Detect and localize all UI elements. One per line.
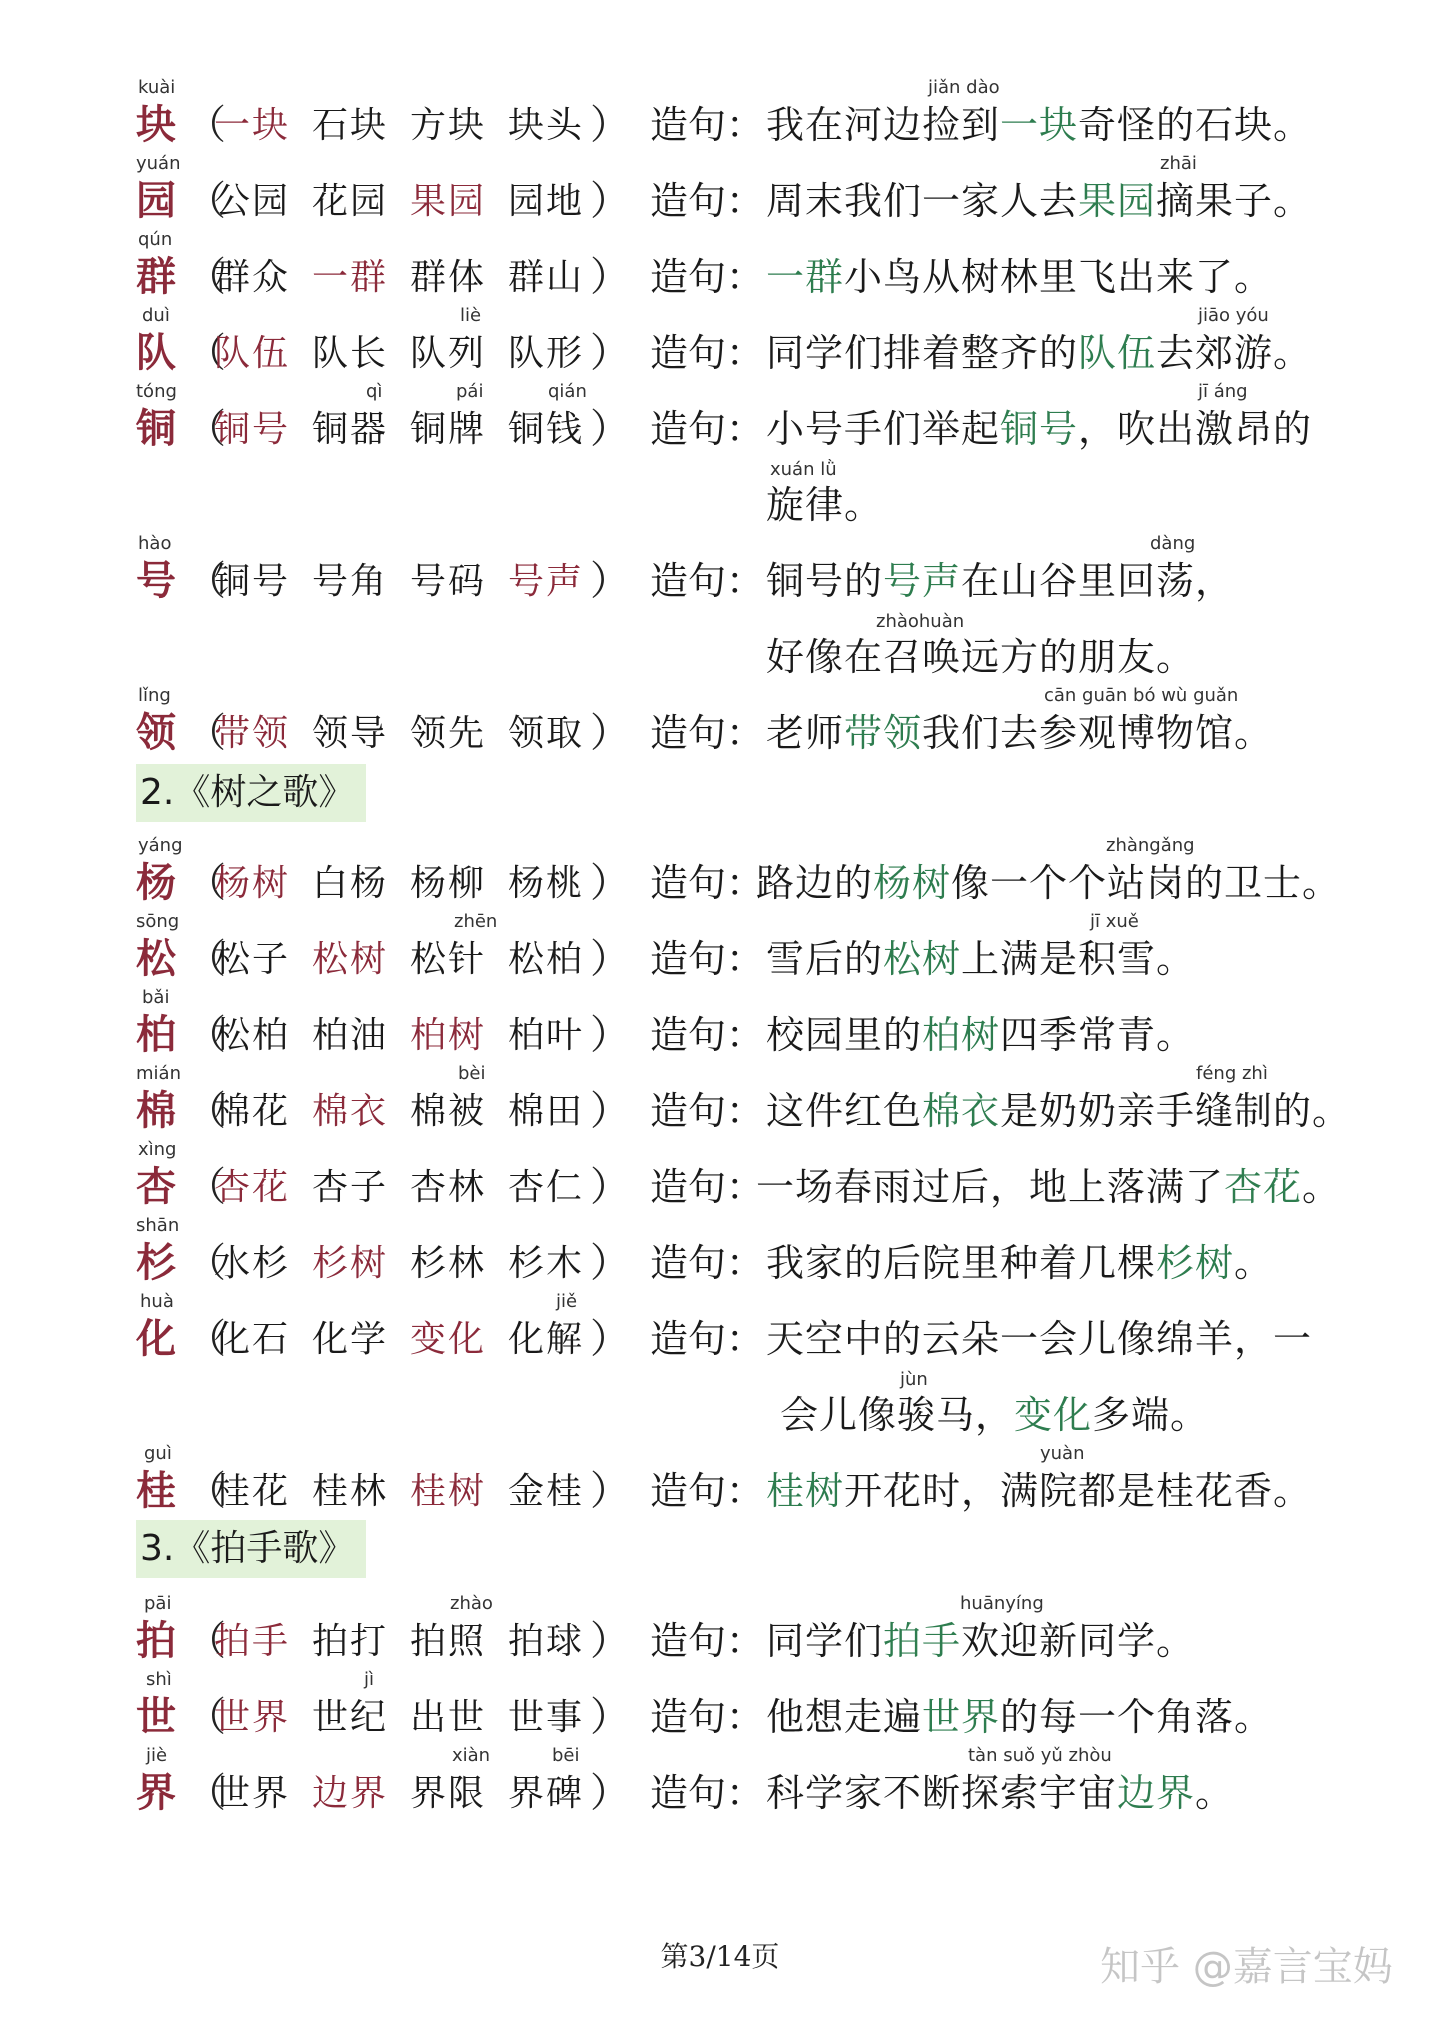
sentence-part: 像一个个站岗的卫士。 — [951, 861, 1342, 905]
sentence-highlight: 松树 — [883, 937, 962, 981]
sentence-part: 在山谷里回荡， — [961, 559, 1235, 603]
close-paren: ） — [590, 1088, 630, 1134]
word-2: 松树 — [312, 939, 389, 980]
sentence-part: 的每一个角落。 — [1000, 1695, 1274, 1739]
char-pinyin: xìng — [138, 1139, 177, 1160]
char-pinyin: yáng — [138, 835, 183, 856]
word-4: 杉木 — [508, 1243, 585, 1284]
open-paren: （ — [186, 860, 226, 906]
word-3: 群体 — [410, 257, 487, 298]
word-1: 群众 — [214, 257, 291, 298]
sentence-annotation: dàng — [1150, 533, 1196, 554]
word-1: 带领 — [214, 713, 291, 754]
sentence-highlight: 边界 — [1117, 1771, 1196, 1815]
sentence-annotation: féng zhì — [1196, 1063, 1268, 1084]
sentence-annotation: xuán lǜ — [770, 459, 837, 480]
word-2: 铜器 — [312, 409, 389, 450]
word-2: 棉衣 — [312, 1091, 389, 1132]
word-4: 号声 — [508, 561, 585, 602]
close-paren: ） — [590, 1012, 630, 1058]
word-2: 领导 — [312, 713, 389, 754]
entry-char: 群 — [136, 253, 176, 300]
char-pinyin: jiè — [146, 1745, 168, 1766]
entry-row — [0, 154, 1440, 230]
word-2: 边界 — [312, 1773, 389, 1814]
entry-row — [0, 988, 1440, 1064]
word-1: 杨树 — [214, 863, 291, 904]
example-sentence — [766, 328, 1312, 378]
char-pinyin: sōng — [136, 911, 180, 932]
entry-char: 铜 — [136, 405, 176, 452]
open-paren: （ — [186, 406, 226, 452]
word-3: 拍照 — [410, 1621, 487, 1662]
sentence-part: 他想走遍 — [766, 1695, 923, 1739]
example-sentence — [766, 934, 1195, 984]
section-heading — [136, 764, 366, 822]
close-paren: ） — [590, 558, 630, 604]
sentence-label: 造句： — [650, 711, 765, 755]
entry-char: 化 — [136, 1315, 176, 1362]
section-number: 3. — [140, 1528, 175, 1569]
section-title: 《树之歌》 — [174, 772, 355, 813]
open-paren: （ — [186, 558, 226, 604]
word-annotation: qì — [366, 381, 383, 402]
word-1: 世界 — [214, 1773, 291, 1814]
close-paren: ） — [590, 860, 630, 906]
close-paren: ） — [590, 1316, 630, 1362]
sentence-annotation: cān guān bó wù guǎn — [1044, 685, 1239, 706]
sentence-part: 小鸟从树林里飞出来了。 — [844, 255, 1274, 299]
char-pinyin: kuài — [138, 77, 176, 98]
sentence-highlight: 号声 — [883, 559, 962, 603]
sentence-label: 造句： — [650, 331, 765, 375]
open-paren: （ — [186, 1468, 226, 1514]
entry-row — [0, 1064, 1440, 1140]
sentence-label: 造句： — [650, 1013, 765, 1057]
word-4: 松柏 — [508, 939, 585, 980]
open-paren: （ — [186, 1694, 226, 1740]
close-paren: ） — [590, 1240, 630, 1286]
sentence-annotation: jī áng — [1198, 381, 1248, 402]
close-paren: ） — [590, 1468, 630, 1514]
word-2: 号角 — [312, 561, 389, 602]
word-annotation: bèi — [458, 1063, 486, 1084]
char-pinyin: shì — [146, 1669, 172, 1690]
sentence-annotation: yuàn — [1040, 1443, 1085, 1464]
word-1: 公园 — [214, 181, 291, 222]
sentence-highlight: 棉衣 — [922, 1089, 1001, 1133]
word-2: 柏油 — [312, 1015, 389, 1056]
sentence-annotation: zhàngǎng — [1106, 835, 1195, 856]
entry-char: 队 — [136, 329, 176, 376]
sentence-part: 小号手们举起 — [766, 407, 1001, 451]
word-4: 块头 — [508, 105, 585, 146]
open-paren: （ — [186, 1088, 226, 1134]
sentence-highlight: 变化 — [1014, 1393, 1093, 1437]
entry-char: 棉 — [136, 1087, 176, 1134]
word-3: 号码 — [410, 561, 487, 602]
entry-char: 号 — [136, 557, 176, 604]
entry-char: 界 — [136, 1769, 176, 1816]
entry-char: 领 — [136, 709, 176, 756]
entry-row — [0, 1216, 1440, 1292]
word-4: 拍球 — [508, 1621, 585, 1662]
word-3: 变化 — [410, 1319, 487, 1360]
sentence-label: 造句： — [650, 103, 765, 147]
example-sentence — [766, 1616, 1195, 1666]
sentence-label: 造句： — [650, 179, 765, 223]
sentence-part: ，吹出激昂的 — [1078, 407, 1313, 451]
entry-char: 松 — [136, 935, 176, 982]
sentence-part: 雪后的 — [766, 937, 884, 981]
entry-char: 杏 — [136, 1163, 176, 1210]
char-pinyin: bǎi — [142, 987, 170, 1008]
sentence-label: 造句： — [650, 861, 765, 905]
word-3: 柏树 — [410, 1015, 487, 1056]
close-paren: ） — [590, 178, 630, 224]
open-paren: （ — [186, 1618, 226, 1664]
sentence-part: 四季常青。 — [1000, 1013, 1196, 1057]
close-paren: ） — [590, 254, 630, 300]
word-annotation: zhào — [450, 1593, 493, 1614]
entry-row — [0, 533, 1440, 679]
example-sentence — [766, 1466, 1312, 1516]
word-4: 杏仁 — [508, 1167, 585, 1208]
example-sentence — [756, 858, 1341, 908]
sentence-label: 造句： — [650, 255, 765, 299]
word-1: 杏花 — [214, 1167, 291, 1208]
sentence-highlight: 杏花 — [1224, 1165, 1303, 1209]
entry-row — [0, 686, 1440, 762]
sentence-label: 造句： — [650, 559, 765, 603]
sentence-highlight: 队伍 — [1078, 331, 1157, 375]
example-sentence — [766, 176, 1312, 226]
sentence-part: 摘果子。 — [1156, 179, 1313, 223]
open-paren: （ — [186, 936, 226, 982]
sentence-part: 多端。 — [1092, 1393, 1210, 1437]
sentence-annotation: zhàohuàn — [876, 611, 965, 632]
sentence-highlight: 柏树 — [922, 1013, 1001, 1057]
word-1: 世界 — [214, 1697, 291, 1738]
sentence-part: 。 — [1195, 1771, 1235, 1815]
sentence-part: 开花时，满院都是桂花香。 — [844, 1469, 1313, 1513]
sentence-part: 一场春雨过后，地上落满了 — [756, 1165, 1225, 1209]
entry-char: 柏 — [136, 1011, 176, 1058]
word-annotation: jiě — [556, 1291, 578, 1312]
page-number: 第3/14页 — [660, 1940, 780, 1973]
char-pinyin: pāi — [144, 1593, 172, 1614]
sentence-part: 这件红色 — [766, 1089, 923, 1133]
sentence-highlight: 拍手 — [883, 1619, 962, 1663]
word-annotation: bēi — [552, 1745, 580, 1766]
sentence-highlight: 一群 — [766, 255, 845, 299]
sentence-part: 奇怪的石块。 — [1078, 103, 1313, 147]
example-sentence — [766, 556, 1234, 606]
close-paren: ） — [590, 102, 630, 148]
open-paren: （ — [186, 254, 226, 300]
sentence-label: 造句： — [650, 407, 765, 451]
sentence-label: 造句： — [650, 1089, 765, 1133]
entry-row — [0, 1140, 1440, 1216]
sentence-part: 上满是积雪。 — [961, 937, 1196, 981]
word-3: 队列 — [410, 333, 487, 374]
section-number: 2. — [140, 772, 175, 813]
sentence-part: 同学们 — [766, 1619, 884, 1663]
word-1: 铜号 — [214, 561, 291, 602]
sentence-part: 天空中的云朵一会儿像绵羊，一 — [766, 1317, 1313, 1361]
open-paren: （ — [186, 1240, 226, 1286]
open-paren: （ — [186, 102, 226, 148]
entry-char: 世 — [136, 1693, 176, 1740]
example-sentence-line-2 — [780, 1390, 1209, 1440]
entry-char: 块 — [136, 101, 176, 148]
sentence-part: 是奶奶亲手缝制的。 — [1000, 1089, 1352, 1133]
word-2: 白杨 — [312, 863, 389, 904]
example-sentence — [766, 100, 1312, 150]
entry-row — [0, 912, 1440, 988]
example-sentence — [756, 1162, 1341, 1212]
sentence-part: 老师 — [766, 711, 845, 755]
sentence-part: 会儿像骏马， — [780, 1393, 1015, 1437]
sentence-label: 造句： — [650, 1241, 765, 1285]
close-paren: ） — [590, 1770, 630, 1816]
sentence-part: 我们去参观博物馆。 — [922, 711, 1274, 755]
char-pinyin: tóng — [136, 381, 177, 402]
word-annotation: liè — [460, 305, 482, 326]
entry-char: 杉 — [136, 1239, 176, 1286]
word-2: 拍打 — [312, 1621, 389, 1662]
sentence-annotation: jī xuě — [1090, 911, 1139, 932]
word-3: 出世 — [410, 1697, 487, 1738]
word-2: 化学 — [312, 1319, 389, 1360]
example-sentence — [766, 1692, 1273, 1742]
example-sentence — [766, 252, 1273, 302]
sentence-annotation: jiāo yóu — [1198, 305, 1269, 326]
entry-row — [0, 1444, 1440, 1520]
word-1: 桂花 — [214, 1471, 291, 1512]
word-2: 杏子 — [312, 1167, 389, 1208]
entry-char: 杨 — [136, 859, 176, 906]
word-3: 界限 — [410, 1773, 487, 1814]
sentence-annotation: zhāi — [1160, 153, 1197, 174]
open-paren: （ — [186, 1164, 226, 1210]
sentence-annotation: jùn — [900, 1369, 928, 1390]
close-paren: ） — [590, 406, 630, 452]
word-annotation: xiàn — [452, 1745, 491, 1766]
char-pinyin: guì — [144, 1443, 172, 1464]
char-pinyin: yuán — [136, 153, 181, 174]
word-annotation: zhēn — [454, 911, 498, 932]
close-paren: ） — [590, 710, 630, 756]
word-3: 果园 — [410, 181, 487, 222]
open-paren: （ — [186, 330, 226, 376]
word-4: 杨桃 — [508, 863, 585, 904]
open-paren: （ — [186, 178, 226, 224]
word-4: 群山 — [508, 257, 585, 298]
word-1: 铜号 — [214, 409, 291, 450]
example-sentence — [766, 404, 1312, 454]
word-4: 世事 — [508, 1697, 585, 1738]
word-annotation: jì — [364, 1669, 375, 1690]
sentence-label: 造句： — [650, 937, 765, 981]
word-2: 一群 — [312, 257, 389, 298]
sentence-part: 周末我们一家人去 — [766, 179, 1079, 223]
example-sentence — [766, 1768, 1234, 1818]
entry-char: 园 — [136, 177, 176, 224]
sentence-label: 造句： — [650, 1619, 765, 1663]
word-3: 杨柳 — [410, 863, 487, 904]
word-2: 花园 — [312, 181, 389, 222]
char-pinyin: lǐng — [138, 685, 171, 706]
sentence-annotation: huānyíng — [960, 1593, 1044, 1614]
close-paren: ） — [590, 1694, 630, 1740]
word-4: 领取 — [508, 713, 585, 754]
sentence-part: 欢迎新同学。 — [961, 1619, 1196, 1663]
word-4: 棉田 — [508, 1091, 585, 1132]
sentence-part: 我在河边捡到 — [766, 103, 1001, 147]
close-paren: ） — [590, 936, 630, 982]
sentence-part: 路边的 — [756, 861, 874, 905]
word-3: 铜牌 — [410, 409, 487, 450]
entry-char: 桂 — [136, 1467, 176, 1514]
close-paren: ） — [590, 1618, 630, 1664]
char-pinyin: shān — [136, 1215, 180, 1236]
word-2: 石块 — [312, 105, 389, 146]
word-4: 界碑 — [508, 1773, 585, 1814]
word-2: 世纪 — [312, 1697, 389, 1738]
sentence-highlight: 带领 — [844, 711, 923, 755]
entry-row — [0, 1594, 1440, 1670]
sentence-highlight: 桂树 — [766, 1469, 845, 1513]
sentence-label: 造句： — [650, 1317, 765, 1361]
word-3: 棉被 — [410, 1091, 487, 1132]
sentence-part: 校园里的 — [766, 1013, 923, 1057]
sentence-part: 去郊游。 — [1156, 331, 1313, 375]
sentence-part: 。 — [1234, 1241, 1274, 1285]
entry-row — [0, 306, 1440, 382]
word-annotation: pái — [456, 381, 484, 402]
word-2: 桂林 — [312, 1471, 389, 1512]
word-1: 松子 — [214, 939, 291, 980]
example-sentence — [766, 708, 1273, 758]
sentence-part: 。 — [1302, 1165, 1342, 1209]
section-title: 《拍手歌》 — [174, 1528, 355, 1569]
char-pinyin: mián — [136, 1063, 181, 1084]
char-pinyin: duì — [142, 305, 170, 326]
sentence-label: 造句： — [650, 1695, 765, 1739]
example-sentence — [766, 1238, 1273, 1288]
char-pinyin: huà — [140, 1291, 174, 1312]
word-4: 园地 — [508, 181, 585, 222]
word-4: 队形 — [508, 333, 585, 374]
word-3: 杏林 — [410, 1167, 487, 1208]
sentence-part: 科学家不断探索宇宙 — [766, 1771, 1118, 1815]
word-annotation: qián — [548, 381, 587, 402]
entry-char: 拍 — [136, 1617, 176, 1664]
watermark: 知乎 @嘉言宝妈 — [1100, 1944, 1393, 1990]
word-1: 拍手 — [214, 1621, 291, 1662]
sentence-highlight: 铜号 — [1000, 407, 1079, 451]
close-paren: ） — [590, 1164, 630, 1210]
entry-row — [0, 836, 1440, 912]
example-sentence — [766, 1086, 1351, 1136]
entry-row — [0, 1291, 1440, 1437]
close-paren: ） — [590, 330, 630, 376]
word-3: 桂树 — [410, 1471, 487, 1512]
word-1: 化石 — [214, 1319, 291, 1360]
word-1: 棉花 — [214, 1091, 291, 1132]
word-1: 一块 — [214, 105, 291, 146]
entry-row — [0, 1746, 1440, 1822]
sentence-label: 造句： — [650, 1771, 765, 1815]
sentence-part: 同学们排着整齐的 — [766, 331, 1079, 375]
word-3: 松针 — [410, 939, 487, 980]
sentence-highlight: 杨树 — [873, 861, 952, 905]
sentence-annotation: jiǎn dào — [928, 77, 1000, 98]
word-4: 铜钱 — [508, 409, 585, 450]
sentence-part: 我家的后院里种着几棵 — [766, 1241, 1157, 1285]
entry-row — [0, 381, 1440, 527]
word-3: 领先 — [410, 713, 487, 754]
word-4: 化解 — [508, 1319, 585, 1360]
open-paren: （ — [186, 1770, 226, 1816]
sentence-highlight: 果园 — [1078, 179, 1157, 223]
word-4: 金桂 — [508, 1471, 585, 1512]
sentence-part: 铜号的 — [766, 559, 884, 603]
sentence-label: 造句： — [650, 1165, 765, 1209]
sentence-label: 造句： — [650, 1469, 765, 1513]
char-pinyin: qún — [138, 229, 173, 250]
word-2: 队长 — [312, 333, 389, 374]
example-sentence — [766, 1314, 1312, 1364]
word-1: 水杉 — [214, 1243, 291, 1284]
example-sentence — [766, 1010, 1195, 1060]
entry-row — [0, 78, 1440, 154]
word-1: 队伍 — [214, 333, 291, 374]
word-3: 方块 — [410, 105, 487, 146]
sentence-highlight: 杉树 — [1156, 1241, 1235, 1285]
word-2: 杉树 — [312, 1243, 389, 1284]
word-1: 松柏 — [214, 1015, 291, 1056]
example-sentence-line-2: 好像在召唤远方的朋友。 — [766, 635, 1196, 679]
section-heading — [136, 1520, 366, 1578]
open-paren: （ — [186, 710, 226, 756]
example-sentence-line-2: 旋律。 — [766, 483, 884, 527]
sentence-annotation: tàn suǒ yǔ zhòu — [968, 1745, 1112, 1766]
open-paren: （ — [186, 1316, 226, 1362]
word-4: 柏叶 — [508, 1015, 585, 1056]
entry-row — [0, 1670, 1440, 1746]
sentence-highlight: 一块 — [1000, 103, 1079, 147]
open-paren: （ — [186, 1012, 226, 1058]
entry-row — [0, 230, 1440, 306]
sentence-highlight: 世界 — [922, 1695, 1001, 1739]
word-3: 杉林 — [410, 1243, 487, 1284]
char-pinyin: hào — [138, 533, 172, 554]
